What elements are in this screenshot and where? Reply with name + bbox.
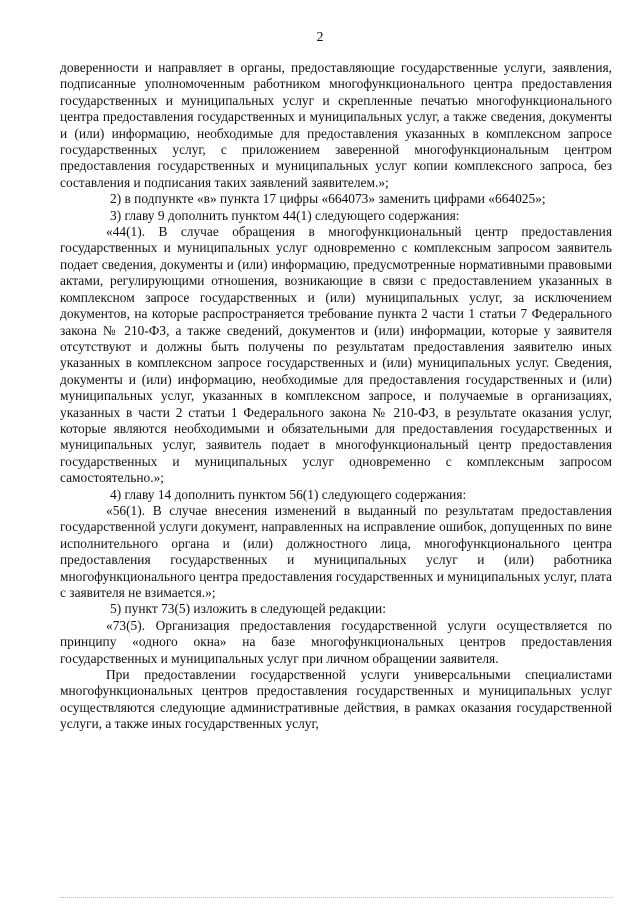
page-number: 2 <box>316 30 324 45</box>
paragraph-item-3: 3) главу 9 дополнить пунктом 44(1) следующего содержания: <box>110 207 460 223</box>
document-body <box>60 60 612 733</box>
paragraph-item-4: 4) главу 14 дополнить пунктом 56(1) следующего содержания: <box>110 486 467 502</box>
paragraph-item-2: 2) в подпункте «в» пункта 17 цифры «664073» заменить цифрами «664025»; <box>110 191 546 207</box>
paragraph-44-1: «44(1). В случае обращения в многофункциональный центр предоставления государственных и муниципальных услуг одновременно с комплексным запросом заявитель подает сведения, документы и (или) информацию, предусмотренные нормативными правовыми актами, регулирующими отношения, возникающие в связи с предоставлением указанных в комплексном запросе государственных и (или) муниципальных услуг, за исключением документов, на которые распространяется требование пункта 2 части 1 статьи 7 Федерального закона № 210-ФЗ, а также сведений, документов и (или) информации, которые у заявителя отсутствуют и должны быть получены по результатам предоставления заявителю иных указанных в комплексном запросе государственных и (или) муниципальных услуг. Сведения, документы и (или) информацию, необходимые для предоставления государственных и (или) муниципальных услуг, указанных в комплексном запросе, и получаемые в организациях, указанных в части 2 статьи 1 Федерального закона № 210-ФЗ, в результате оказания услуг, которые являются необходимыми и обязательными для предоставления государственных и муниципальных услуг, заявитель подает в многофункциональный центр предоставления государственных и муниципальных услуг одновременно с комплексным запросом самостоятельно.»; <box>60 224 612 486</box>
paragraph-56-1: «56(1). В случае внесения изменений в выданный по результатам предоставления государственной услуги документ, направленных на исправление ошибок, допущенных по вине исполнительного органа и (или) должностного лица, многофункционального центра предоставления государственных и муниципальных услуг и (или) работника многофункционального центра предоставления государственных и муниципальных услуг, плата с заявителя не взимается.»; <box>60 502 612 600</box>
paragraph-73-5: «73(5). Организация предоставления государственной услуги осуществляется по принципу «одного окна» на базе многофункциональных центров предоставления государственных и муниципальных услуг при личном обращении заявителя. <box>60 617 612 666</box>
paragraph-provision: При предоставлении государственной услуги универсальными специалистами многофункциональных центров предоставления государственных и муниципальных услуг осуществляются следующие административные действия, в рамках оказания государственной услуги, а также иных государственных услуг, <box>60 667 612 732</box>
bottom-divider <box>60 897 612 898</box>
paragraph-continuation: доверенности и направляет в органы, предоставляющие государственные услуги, заявления, подписанные уполномоченным работником многофункционального центра предоставления государственных и муниципальных услуг и скрепленные печатью многофункционального центра предоставления государственных и муниципальных услуг, а также сведения, документы и (или) информацию, необходимые для предоставления указанных в комплексном запросе государственных услуг, с приложением заверенной многофункциональным центром предоставления государственных и муниципальных услуг копии комплексного запроса, без составления и подписания таких заявлений заявителем.»; <box>60 60 612 190</box>
paragraph-item-5: 5) пункт 73(5) изложить в следующей редакции: <box>110 601 386 617</box>
